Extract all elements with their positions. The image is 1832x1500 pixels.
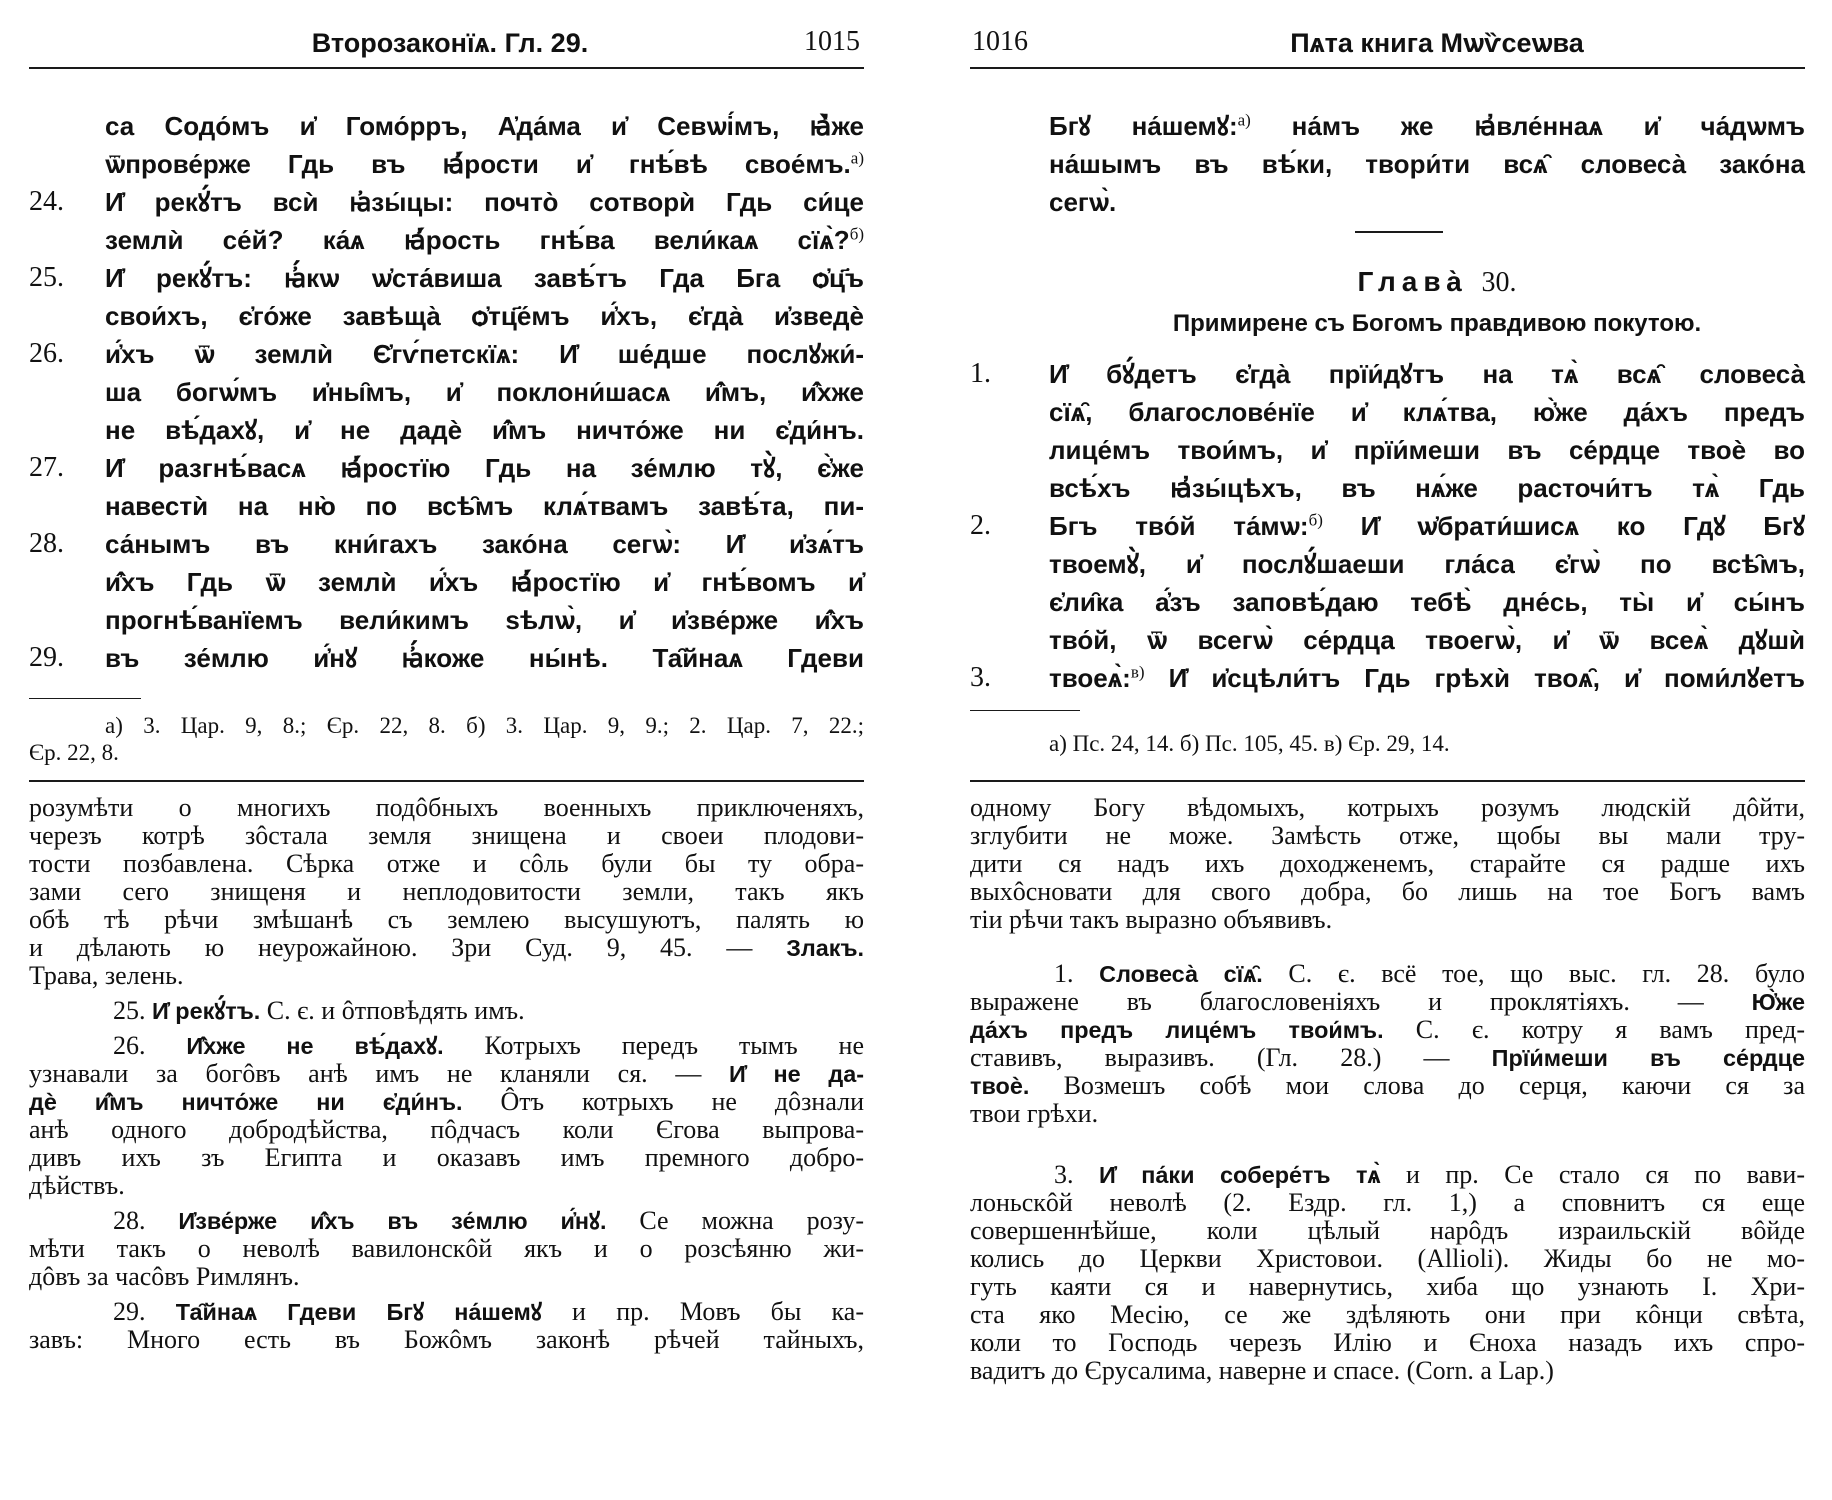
- header-rule: [29, 67, 864, 69]
- verse-line: [29, 487, 864, 525]
- verse-number: 29.: [29, 642, 64, 673]
- chapter-separator: [1355, 231, 1443, 233]
- text-segment: дôвъ за часôвъ Римлянъ.: [29, 1262, 300, 1291]
- verse-text: [1049, 469, 1805, 507]
- text-segment: 28.: [113, 1206, 179, 1235]
- text-segment: є҆ли̑ка а҆́зъ заповѣ́даю тебѣ̀ дне́сь, ты̀ и҆ сы́нъ: [1049, 587, 1805, 617]
- verse-text: [105, 221, 864, 259]
- text-segment: И҆ бꙋ́детъ є҆гда̀ прїи́дꙋтъ на тѧ̀ всѧ̑ словеса̀: [1049, 359, 1805, 389]
- verse-text: [105, 183, 864, 221]
- lemma-text: И҆ не да-: [729, 1061, 864, 1087]
- text-line: [29, 1172, 864, 1200]
- footnote-marker: а): [1237, 110, 1251, 130]
- verse-line: [29, 373, 864, 411]
- text-line: [29, 1116, 864, 1144]
- text-segment: тво́й, ѿ всегѡ̀ се́рдца твоегѡ̀, и҆ ѿ всеѧ̀ дꙋшѝ: [1049, 625, 1805, 655]
- text-segment: И҆ и҆сцѣли́тъ Гдь грѣхѝ твоѧ̑, и҆ поми́лꙋетъ: [1144, 663, 1805, 693]
- footnote-marker: а): [850, 148, 864, 168]
- chapter-word: Глава̀: [1357, 266, 1468, 297]
- text-line: [970, 1044, 1805, 1072]
- paragraph: [970, 1161, 1805, 1385]
- verse-line: [970, 621, 1805, 659]
- verse-number: 24.: [29, 186, 64, 217]
- verse-text: [1049, 507, 1805, 545]
- text-line: [29, 1326, 864, 1354]
- verse-number: 2.: [970, 510, 991, 541]
- text-segment: Возмешъ собѣ мои слова до серця, каючи ся за: [1029, 1071, 1805, 1100]
- lemma-text: Та̑йнаѧ Гдеви Бгꙋ на́шемꙋ: [175, 1299, 542, 1325]
- verse-text: [1049, 659, 1805, 697]
- footnote-marker: б): [849, 224, 864, 244]
- footnote-marker: б): [1308, 510, 1323, 530]
- verse-text: [105, 449, 864, 487]
- text-segment: Се можна розу-: [606, 1206, 864, 1235]
- text-line: [970, 1273, 1805, 1301]
- text-line: [970, 960, 1805, 988]
- text-line: [1049, 730, 1805, 757]
- footnotes: [29, 712, 864, 766]
- text-segment: одному Богу вѣдомыхъ, котрыхъ розумъ людскій дôйти,: [970, 793, 1805, 822]
- lemma-text: Злакъ.: [786, 935, 864, 961]
- text-segment: не вѣ́дахꙋ, и҆ не дадѐ и҆̂мъ ничто́же ни є҆ди́нъ.: [105, 415, 864, 445]
- text-line: [29, 712, 864, 739]
- right-running-title: Пѧта книга Мѡѷсеѡва: [1290, 28, 1584, 58]
- verse-line: [29, 601, 864, 639]
- right-page-number: 1016: [972, 26, 1028, 57]
- text-segment: мѣти такъ о неволѣ вавилонскôй якъ и о розсѣяню жи-: [29, 1234, 864, 1263]
- verse-text: [1049, 107, 1805, 145]
- text-segment: С. є. всё тое, що выс. гл. 28. було: [1262, 959, 1806, 988]
- text-segment: дивъ ихъ зъ Египта и оказавъ имъ премного добро-: [29, 1143, 864, 1172]
- verse-line: [970, 431, 1805, 469]
- verse-line: [29, 335, 864, 373]
- verse-text: [105, 259, 864, 297]
- text-segment: С. є. котру я вамъ пред-: [1383, 1015, 1805, 1044]
- scripture-verses: [970, 355, 1805, 697]
- verse-text: [1049, 393, 1805, 431]
- verse-text: [105, 411, 864, 449]
- text-segment: сегѡ̀.: [1049, 187, 1117, 217]
- text-line: [29, 878, 864, 906]
- verse-line: [970, 469, 1805, 507]
- verse-line: [970, 107, 1805, 145]
- text-line: [29, 739, 864, 766]
- verse-line: [29, 525, 864, 563]
- verse-text: [1049, 583, 1805, 621]
- text-segment: Бгъ тво́й та́мѡ:: [1049, 511, 1309, 541]
- chapter-subtitle: Примирене съ Богомъ правдивою покутою.: [1172, 310, 1702, 337]
- paragraph: [1049, 730, 1805, 757]
- text-segment: дити ся надъ ихъ доходженемъ, старайте ся радше ихъ: [970, 849, 1805, 878]
- lemma-text: Словеса̀ сїѧ̑.: [1099, 961, 1263, 987]
- text-segment: Бгꙋ на́шемꙋ:: [1049, 111, 1238, 141]
- text-segment: твоеѧ̀:: [1049, 663, 1131, 693]
- text-segment: землѝ се́й? ка́ѧ ꙗ҆́рость гнѣ́ва вели́каѧ сїѧ̀?: [105, 225, 850, 255]
- footnotes: [1049, 730, 1805, 757]
- verse-text: [1049, 355, 1805, 393]
- paragraph: [970, 960, 1805, 1128]
- verse-text: [1049, 145, 1805, 183]
- text-segment: колись до Церкви Христовои. (Allioli). Жиды бо не мо-: [970, 1244, 1805, 1273]
- verse-text: [1049, 431, 1805, 469]
- verse-line: [29, 107, 864, 145]
- verse-line: [29, 145, 864, 183]
- verse-line: [29, 221, 864, 259]
- paragraph: [29, 997, 864, 1025]
- text-segment: совершеннѣйше, коли цѣлый нарôдъ израильскій вôйде: [970, 1216, 1805, 1245]
- text-line: [29, 822, 864, 850]
- verse-line: [29, 297, 864, 335]
- text-line: [29, 1235, 864, 1263]
- text-segment: въ зе́млю и҆́нꙋ ꙗ҆́коже ны́нѣ. Та̑йнаѧ Гдеви: [105, 643, 864, 673]
- section-rule: [970, 780, 1805, 782]
- text-line: [970, 850, 1805, 878]
- text-segment: И҆ разгнѣ́васѧ ꙗ҆́ростїю Гдь на зе́млю тꙋ̀, є҆̀же: [105, 453, 864, 483]
- paragraph: [29, 1298, 864, 1354]
- text-segment: зглубити не може. Замѣсть отже, щобы вы мали тру-: [970, 821, 1805, 850]
- verse-line: [970, 507, 1805, 545]
- text-segment: коли то Господь черезъ Илію и Єноха назадъ ихъ спро-: [970, 1328, 1805, 1357]
- verse-number: 26.: [29, 338, 64, 369]
- text-segment: и пр. Се стало ся по вави-: [1380, 1160, 1806, 1189]
- text-line: [29, 850, 864, 878]
- text-segment: и҆́хъ ѿ землѝ Є҆гѵ́петскїѧ: И҆ ше́дше послꙋжи́-: [105, 339, 864, 369]
- text-line: [29, 1060, 864, 1088]
- left-page-number: 1015: [804, 26, 860, 57]
- text-line: [970, 1072, 1805, 1100]
- text-line: [970, 1161, 1805, 1189]
- text-line: [29, 1088, 864, 1116]
- verse-line: [970, 145, 1805, 183]
- chapter-heading: [1357, 266, 1516, 299]
- header-rule: [970, 67, 1805, 69]
- lemma-text: Ю҆̀же: [1751, 989, 1805, 1015]
- verse-number: 1.: [970, 358, 991, 389]
- text-line: [970, 822, 1805, 850]
- text-segment: твоемꙋ̀, и҆ послꙋ́шаеши гла́са є҆гѡ̀ по всѣ̑мъ,: [1049, 549, 1805, 579]
- text-line: [970, 1016, 1805, 1044]
- text-segment: ша богѡ́мъ и҆ны̑мъ, и҆ поклони́шасѧ и҆̂мъ, и҆̂хже: [105, 377, 864, 407]
- text-segment: лоньскôй неволѣ (2. Ездр. гл. 1,) а сповнитъ ся еще: [970, 1188, 1805, 1217]
- verse-line: [29, 259, 864, 297]
- text-segment: ѿпрове́рже Гдь въ ꙗ҆́рости и҆ гнѣ́вѣ свое́мъ.: [105, 149, 851, 179]
- verse-line: [970, 583, 1805, 621]
- lemma-text: да́хъ предъ лице́мъ твои́мъ.: [970, 1017, 1384, 1043]
- text-segment: вадитъ до Єрусалима, наверне и спасе. (Corn. a Lap.): [970, 1356, 1554, 1385]
- verse-number: 25.: [29, 262, 64, 293]
- text-segment: са́нымъ въ кни́гахъ зако́на сегѡ̀: И҆ и҆зѧ́тъ: [105, 529, 864, 559]
- lemma-text: И҆̂хже не вѣ́дахꙋ.: [186, 1033, 444, 1059]
- verse-text: [105, 639, 864, 677]
- text-segment: всѣ́хъ ꙗ҆зы́цѣхъ, въ нѧ́же расточи́тъ тѧ̀ Гдь: [1049, 473, 1805, 503]
- text-segment: Ôтъ котрыхъ не дôзнали: [462, 1087, 864, 1116]
- verse-line: [29, 563, 864, 601]
- paragraph: [970, 794, 1805, 934]
- text-line: [29, 962, 864, 990]
- commentary: [29, 794, 864, 1354]
- text-segment: лице́мъ твои́мъ, и҆ прїи́меши въ се́рдце твоѐ во: [1049, 435, 1805, 465]
- verse-line: [29, 449, 864, 487]
- text-segment: завъ: Много есть въ Божôмъ законѣ рѣчей тайныхъ,: [29, 1325, 864, 1354]
- text-segment: твои грѣхи.: [970, 1099, 1099, 1128]
- text-segment: выхôсновати для свого добра, бо лишь на тое Богъ вамъ: [970, 877, 1805, 906]
- footnote-separator: [970, 710, 1080, 711]
- text-segment: Трава, зелень.: [29, 961, 184, 990]
- text-line: [29, 997, 864, 1025]
- text-segment: 3.: [1054, 1160, 1099, 1189]
- text-segment: а) 3. Цар. 9, 8.; Єр. 22, 8. б) 3. Цар. 9, 9.; 2. Цар. 7, 22.;: [105, 713, 864, 738]
- commentary: [970, 794, 1805, 1385]
- text-line: [970, 1217, 1805, 1245]
- text-segment: тіи рѣчи такъ выразно объявивъ.: [970, 905, 1333, 934]
- text-line: [970, 1357, 1805, 1385]
- paragraph: [29, 712, 864, 766]
- verse-line: [29, 183, 864, 221]
- verse-text: [105, 601, 864, 639]
- paragraph: [29, 1032, 864, 1200]
- verse-text: [105, 297, 864, 335]
- lemma-text: И҆ рекꙋ́тъ.: [152, 998, 261, 1024]
- verse-number: 28.: [29, 528, 64, 559]
- verse-text: [105, 487, 864, 525]
- text-line: [29, 1032, 864, 1060]
- paragraph: [29, 794, 864, 990]
- text-segment: 1.: [1054, 959, 1100, 988]
- text-line: [970, 878, 1805, 906]
- verse-number: 3.: [970, 662, 991, 693]
- verse-text: [105, 563, 864, 601]
- text-segment: черезъ котрѣ зôстала земля знищена и своеи плодови-: [29, 821, 864, 850]
- text-line: [970, 794, 1805, 822]
- text-line: [970, 906, 1805, 934]
- text-segment: тости позбавлена. Сѣрка отже и сôль були бы ту обра-: [29, 849, 864, 878]
- text-segment: И҆ ѡ҆брати́шисѧ ко Гдꙋ Бгꙋ: [1322, 511, 1805, 541]
- text-segment: и дѣлають ю неурожайною. Зри Суд. 9, 45. —: [29, 933, 787, 962]
- text-line: [29, 906, 864, 934]
- verse-line: [970, 183, 1805, 221]
- verse-text: [105, 525, 864, 563]
- verse-line: [29, 639, 864, 677]
- text-segment: 25.: [113, 996, 152, 1025]
- text-line: [970, 1100, 1805, 1128]
- text-segment: са Содо́мъ и҆ Гомо́рръ, А҆да́ма и҆ Севѡі́мъ, ꙗ҆̀же: [105, 111, 864, 141]
- footnote-marker: в): [1130, 662, 1145, 682]
- text-segment: выражене въ благословеніяхъ и проклятіяхъ. —: [970, 987, 1752, 1016]
- text-line: [29, 1144, 864, 1172]
- text-line: [970, 988, 1805, 1016]
- text-segment: И҆ рекꙋ́тъ: ꙗ҆́кѡ ѡ҆ста́виша завѣ́тъ Гда Бга ѻ҆ц҃ъ: [105, 263, 864, 293]
- text-segment: на́шымъ въ вѣ́ки, твори́ти всѧ̑ словеса̀ зако́на: [1049, 149, 1805, 179]
- verse-text: [1049, 545, 1805, 583]
- left-running-title: Второзаконїѧ. Гл. 29.: [311, 28, 589, 58]
- scripture-verses: [29, 107, 864, 677]
- text-segment: С. є. и ôтповѣдять имъ.: [260, 996, 525, 1025]
- verse-text: [105, 373, 864, 411]
- scripture-verses-continued: [970, 107, 1805, 221]
- verse-line: [970, 355, 1805, 393]
- text-segment: 26.: [113, 1031, 187, 1060]
- text-segment: узнавали за богôвъ анѣ имъ не кланяли ся. —: [29, 1059, 730, 1088]
- text-line: [970, 1189, 1805, 1217]
- text-segment: анѣ одного добродѣйства, пôдчасъ коли Єгова выпрова-: [29, 1115, 864, 1144]
- text-segment: навестѝ на ню̀ по всѣ̑мъ клѧ́твамъ завѣ́та, пи-: [105, 491, 864, 521]
- chapter-number: 30.: [1481, 267, 1517, 298]
- paragraph: [29, 1207, 864, 1291]
- text-line: [29, 1298, 864, 1326]
- text-line: [29, 1207, 864, 1235]
- verse-text: [105, 107, 864, 145]
- text-segment: зами сего знищеня и неплодовитости земли, такъ якъ: [29, 877, 864, 906]
- verse-line: [970, 545, 1805, 583]
- text-line: [970, 1301, 1805, 1329]
- verse-line: [970, 659, 1805, 697]
- lemma-text: И҆зве́рже и҆̂хъ въ зе́млю и҆́нꙋ.: [178, 1208, 607, 1234]
- text-segment: и пр. Мовъ бы ка-: [541, 1297, 864, 1326]
- text-segment: свои́хъ, є҆го́же завѣща̀ ѻ҆тц҃е́мъ и҆́хъ, є҆гда̀ и҆зведѐ: [105, 301, 864, 331]
- text-segment: а) Пс. 24, 14. б) Пс. 105, 45. в) Єр. 29, 14.: [1049, 731, 1450, 756]
- verse-text: [1049, 183, 1805, 221]
- verse-line: [970, 393, 1805, 431]
- text-line: [29, 794, 864, 822]
- text-segment: Котрыхъ передъ тымъ не: [443, 1031, 864, 1060]
- text-segment: прогнѣ́ванїемъ вели́кимъ ѕѣлѡ̀, и҆ и҆зве́рже и҆̂хъ: [105, 605, 864, 635]
- text-segment: Єр. 22, 8.: [29, 740, 119, 765]
- footnote-separator: [29, 698, 141, 699]
- text-segment: И҆ рекꙋ́тъ всѝ ꙗ҆зы́цы: почто̀ сотворѝ Гдь си́це: [105, 187, 864, 217]
- text-segment: 29.: [113, 1297, 176, 1326]
- text-segment: обѣ тѣ рѣчи змѣшанѣ съ землею высушуютъ, палять ю: [29, 905, 864, 934]
- text-line: [970, 1245, 1805, 1273]
- verse-line: [29, 411, 864, 449]
- text-line: [970, 1329, 1805, 1357]
- verse-text: [1049, 621, 1805, 659]
- text-segment: на́мъ же ꙗ҆вле́ннаѧ и҆ ча́дѡмъ: [1250, 111, 1805, 141]
- text-segment: дѣйствъ.: [29, 1171, 125, 1200]
- lemma-text: дѐ и҆̂мъ ничто́же ни є҆ди́нъ.: [29, 1089, 463, 1115]
- text-segment: ста яко Месію, се же здѣляють они при кôнци свѣта,: [970, 1300, 1805, 1329]
- text-line: [29, 1263, 864, 1291]
- text-segment: гуть каяти ся и навернутись, хиба що узнають І. Хри-: [970, 1272, 1805, 1301]
- lemma-text: твоѐ.: [970, 1073, 1030, 1099]
- text-segment: ставивъ, выразивъ. (Гл. 28.) —: [970, 1043, 1492, 1072]
- lemma-text: Прїи́меши въ се́рдце: [1491, 1045, 1805, 1071]
- text-segment: сїѧ̑, благослове́нїе и҆ клѧ́тва, ю҆̀же да́хъ предъ: [1049, 397, 1805, 427]
- text-line: [29, 934, 864, 962]
- section-rule: [29, 780, 864, 782]
- verse-number: 27.: [29, 452, 64, 483]
- lemma-text: И҆ па́ки собере́тъ тѧ̀: [1098, 1162, 1381, 1188]
- verse-text: [105, 335, 864, 373]
- text-segment: и҆̂хъ Гдь ѿ землѝ и҆́хъ ꙗ҆́ростїю и҆ гнѣ́вомъ и҆: [105, 567, 864, 597]
- verse-text: [105, 145, 864, 183]
- text-segment: розумѣти о многихъ подôбныхъ военныхъ приключеняхъ,: [29, 793, 864, 822]
